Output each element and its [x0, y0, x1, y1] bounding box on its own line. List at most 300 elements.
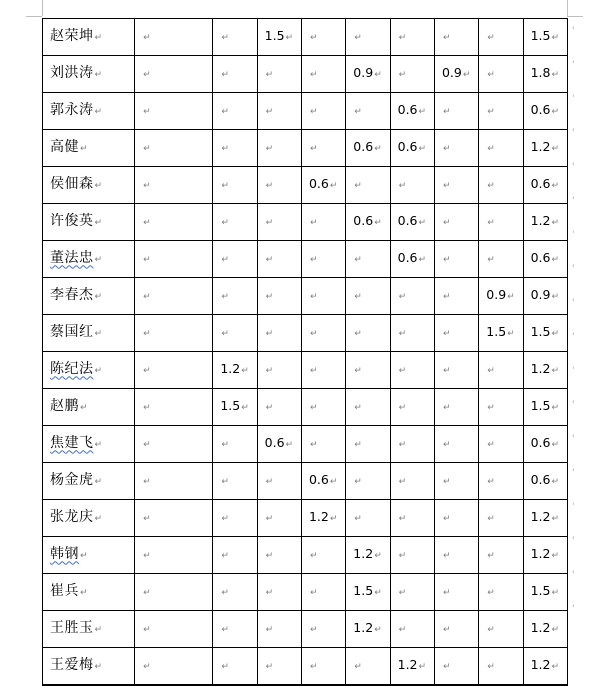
value-cell[interactable]	[301, 352, 345, 389]
value-cell[interactable]	[213, 130, 257, 167]
value-cell[interactable]	[523, 537, 567, 574]
cell-value: 0.6	[264, 435, 285, 450]
name-cell[interactable]	[43, 204, 135, 241]
paragraph-mark: ↵	[221, 32, 229, 43]
value-cell[interactable]	[346, 389, 390, 426]
paragraph-mark: ↵	[551, 551, 560, 561]
name-cell[interactable]	[43, 537, 135, 574]
value-cell[interactable]	[135, 574, 213, 611]
paragraph-mark: ↵	[398, 624, 407, 635]
value-cell[interactable]	[346, 278, 390, 315]
cell-value: 0.6	[530, 435, 551, 450]
value-cell[interactable]	[479, 93, 523, 130]
value-cell[interactable]	[479, 500, 523, 537]
value-cell[interactable]	[213, 278, 257, 315]
cell-value: 0.6	[308, 176, 329, 191]
value-cell[interactable]	[346, 204, 390, 241]
value-cell[interactable]	[301, 426, 345, 463]
value-cell[interactable]	[523, 241, 567, 278]
value-cell[interactable]	[390, 648, 434, 686]
paragraph-mark: ↵	[551, 625, 560, 635]
value-cell[interactable]	[390, 19, 434, 56]
value-cell[interactable]	[346, 56, 390, 93]
paragraph-mark: ↵	[354, 513, 362, 524]
value-cell[interactable]	[257, 19, 301, 56]
value-cell[interactable]	[257, 463, 301, 500]
value-cell[interactable]	[390, 278, 434, 315]
value-cell[interactable]	[346, 167, 390, 204]
paragraph-mark: ↵	[94, 661, 103, 672]
paragraph-mark: ↵	[221, 328, 229, 339]
person-name: 刘洪涛	[50, 64, 94, 81]
paragraph-mark: ↵	[309, 143, 318, 154]
paragraph-mark: ↵	[551, 440, 560, 450]
paragraph-mark: ↵	[221, 624, 229, 635]
paragraph-mark: ↵	[442, 587, 451, 598]
paragraph-mark: ↵	[221, 291, 229, 302]
paragraph-mark: ↵	[221, 476, 229, 487]
paragraph-mark: ↵	[551, 662, 560, 672]
paragraph-mark: ↵	[143, 254, 151, 265]
value-cell[interactable]	[213, 500, 257, 537]
value-cell[interactable]	[390, 56, 434, 93]
value-cell[interactable]	[257, 241, 301, 278]
value-cell[interactable]	[257, 204, 301, 241]
paragraph-mark: ↵	[374, 625, 382, 635]
value-cell[interactable]	[257, 500, 301, 537]
cell-value: 1.2	[530, 620, 551, 635]
end-of-row-mark: '	[572, 196, 575, 206]
value-cell[interactable]	[301, 19, 345, 56]
value-cell[interactable]	[213, 537, 257, 574]
value-cell[interactable]	[434, 93, 478, 130]
paragraph-mark: ↵	[398, 365, 407, 376]
value-cell[interactable]	[479, 167, 523, 204]
value-cell[interactable]	[135, 19, 213, 56]
paragraph-mark: ↵	[418, 255, 427, 265]
value-cell[interactable]	[301, 93, 345, 130]
table-row	[43, 648, 568, 686]
paragraph-mark: ↵	[143, 513, 151, 524]
value-cell[interactable]	[346, 426, 390, 463]
cell-value: 1.5	[220, 398, 241, 413]
name-cell[interactable]	[43, 463, 135, 500]
value-cell[interactable]	[390, 500, 434, 537]
value-cell[interactable]	[213, 463, 257, 500]
value-cell[interactable]	[346, 463, 390, 500]
paragraph-mark: ↵	[354, 106, 362, 117]
paragraph-mark: ↵	[94, 513, 103, 524]
value-cell[interactable]	[257, 389, 301, 426]
value-cell[interactable]	[301, 315, 345, 352]
paragraph-mark: ↵	[309, 624, 318, 635]
end-of-row-mark: '	[572, 366, 575, 376]
paragraph-mark: ↵	[309, 328, 318, 339]
value-cell[interactable]	[257, 130, 301, 167]
value-cell[interactable]	[257, 426, 301, 463]
cell-value: 1.2	[530, 657, 551, 672]
paragraph-mark: ↵	[80, 550, 88, 561]
paragraph-mark: ↵	[551, 144, 560, 154]
value-cell[interactable]	[346, 315, 390, 352]
cell-value: 0.6	[308, 472, 329, 487]
value-cell[interactable]	[523, 19, 567, 56]
value-cell[interactable]	[434, 389, 478, 426]
value-cell[interactable]	[213, 19, 257, 56]
value-cell[interactable]	[479, 315, 523, 352]
value-cell[interactable]	[257, 537, 301, 574]
value-cell[interactable]	[523, 500, 567, 537]
cell-value: 1.2	[530, 361, 551, 376]
paragraph-mark: ↵	[398, 291, 407, 302]
paragraph-mark: ↵	[94, 180, 103, 191]
value-cell[interactable]	[390, 241, 434, 278]
table-row	[43, 352, 568, 389]
paragraph-mark: ↵	[143, 328, 151, 339]
end-of-row-mark: '	[572, 400, 575, 410]
value-cell[interactable]	[135, 352, 213, 389]
value-cell[interactable]	[434, 19, 478, 56]
table-row	[43, 56, 568, 93]
name-cell[interactable]	[43, 167, 135, 204]
value-cell[interactable]	[479, 241, 523, 278]
cell-value: 1.2	[308, 509, 329, 524]
value-cell[interactable]	[479, 537, 523, 574]
paragraph-mark: ↵	[487, 402, 495, 413]
value-cell[interactable]	[301, 537, 345, 574]
value-cell[interactable]	[434, 278, 478, 315]
value-cell[interactable]	[213, 93, 257, 130]
paragraph-mark: ↵	[265, 106, 274, 117]
value-cell[interactable]	[135, 130, 213, 167]
paragraph-mark: ↵	[442, 476, 451, 487]
value-cell[interactable]	[434, 426, 478, 463]
paragraph-mark: ↵	[442, 513, 451, 524]
value-cell[interactable]	[523, 167, 567, 204]
table-row	[43, 204, 568, 241]
value-cell[interactable]	[434, 648, 478, 686]
value-cell[interactable]	[301, 56, 345, 93]
value-cell[interactable]	[434, 130, 478, 167]
value-cell[interactable]	[301, 574, 345, 611]
paragraph-mark: ↵	[265, 217, 274, 228]
end-of-row-mark: '	[572, 434, 575, 444]
value-cell[interactable]	[346, 537, 390, 574]
value-cell[interactable]	[479, 463, 523, 500]
value-cell[interactable]	[479, 204, 523, 241]
paragraph-mark: ↵	[551, 181, 560, 191]
value-cell[interactable]	[213, 204, 257, 241]
value-cell[interactable]	[213, 315, 257, 352]
value-cell[interactable]	[434, 56, 478, 93]
table-row	[43, 241, 568, 278]
value-cell[interactable]	[390, 315, 434, 352]
paragraph-mark: ↵	[442, 365, 451, 376]
cell-value: 1.2	[530, 213, 551, 228]
paragraph-mark: ↵	[265, 365, 274, 376]
value-cell[interactable]	[346, 93, 390, 130]
paragraph-mark: ↵	[94, 106, 103, 117]
value-cell[interactable]	[523, 204, 567, 241]
paragraph-mark: ↵	[374, 551, 382, 561]
value-cell[interactable]	[135, 167, 213, 204]
value-cell[interactable]	[390, 537, 434, 574]
paragraph-mark: ↵	[418, 107, 427, 117]
paragraph-mark: ↵	[143, 32, 151, 43]
value-cell[interactable]	[301, 204, 345, 241]
paragraph-mark: ↵	[221, 439, 229, 450]
name-cell[interactable]	[43, 278, 135, 315]
paragraph-mark: ↵	[551, 588, 560, 598]
paragraph-mark: ↵	[442, 402, 451, 413]
name-cell[interactable]	[43, 130, 135, 167]
value-cell[interactable]	[390, 574, 434, 611]
paragraph-mark: ↵	[354, 661, 362, 672]
cell-value: 0.6	[530, 102, 551, 117]
name-cell[interactable]	[43, 241, 135, 278]
value-cell[interactable]	[257, 167, 301, 204]
paragraph-mark: ↵	[354, 32, 362, 43]
paragraph-mark: ↵	[551, 255, 560, 265]
value-cell[interactable]	[390, 130, 434, 167]
value-cell[interactable]	[135, 93, 213, 130]
value-cell[interactable]	[479, 352, 523, 389]
person-name: 王爱梅	[50, 656, 94, 673]
value-cell[interactable]	[346, 130, 390, 167]
paragraph-mark: ↵	[374, 588, 382, 598]
value-cell[interactable]	[135, 648, 213, 686]
value-cell[interactable]	[479, 56, 523, 93]
value-cell[interactable]	[213, 389, 257, 426]
value-cell[interactable]	[434, 241, 478, 278]
cell-value: 1.5	[530, 28, 551, 43]
paragraph-mark: ↵	[94, 254, 103, 265]
value-cell[interactable]	[135, 315, 213, 352]
value-cell[interactable]	[301, 463, 345, 500]
table-row	[43, 19, 568, 56]
paragraph-mark: ↵	[143, 476, 151, 487]
paragraph-mark: ↵	[551, 292, 560, 302]
value-cell[interactable]	[257, 315, 301, 352]
value-cell[interactable]	[213, 648, 257, 686]
value-cell[interactable]	[523, 278, 567, 315]
paragraph-mark: ↵	[143, 402, 151, 413]
paragraph-mark: ↵	[487, 661, 495, 672]
value-cell[interactable]	[523, 426, 567, 463]
value-cell[interactable]	[346, 648, 390, 686]
value-cell[interactable]	[301, 130, 345, 167]
paragraph-mark: ↵	[398, 69, 407, 80]
cell-value: 1.5	[486, 324, 507, 339]
paragraph-mark: ↵	[442, 550, 451, 561]
value-cell[interactable]	[390, 93, 434, 130]
value-cell[interactable]	[257, 278, 301, 315]
paragraph-mark: ↵	[143, 439, 151, 450]
value-cell[interactable]	[434, 315, 478, 352]
name-cell[interactable]	[43, 500, 135, 537]
paragraph-mark: ↵	[265, 328, 274, 339]
paragraph-mark: ↵	[354, 365, 362, 376]
value-cell[interactable]	[135, 278, 213, 315]
paragraph-mark: ↵	[265, 624, 274, 635]
cell-value: 1.2	[530, 509, 551, 524]
paragraph-mark: ↵	[265, 550, 274, 561]
value-cell[interactable]	[390, 426, 434, 463]
value-cell[interactable]	[257, 574, 301, 611]
value-cell[interactable]	[301, 167, 345, 204]
value-cell[interactable]	[213, 167, 257, 204]
paragraph-mark: ↵	[94, 217, 103, 228]
paragraph-mark: ↵	[462, 70, 471, 80]
value-cell[interactable]	[523, 463, 567, 500]
name-cell[interactable]	[43, 93, 135, 130]
page-corner-mark	[567, 0, 568, 16]
value-cell[interactable]	[257, 648, 301, 686]
person-name: 郭永涛	[50, 101, 94, 118]
table-row	[43, 463, 568, 500]
paragraph-mark: ↵	[221, 180, 229, 191]
paragraph-mark: ↵	[221, 254, 229, 265]
value-cell[interactable]	[213, 352, 257, 389]
value-cell[interactable]	[390, 167, 434, 204]
value-cell[interactable]	[135, 389, 213, 426]
value-cell[interactable]	[434, 574, 478, 611]
value-cell[interactable]	[346, 241, 390, 278]
paragraph-mark: ↵	[442, 106, 451, 117]
value-cell[interactable]	[479, 389, 523, 426]
value-cell[interactable]	[523, 56, 567, 93]
value-cell[interactable]	[479, 278, 523, 315]
paragraph-mark: ↵	[418, 144, 427, 154]
paragraph-mark: ↵	[442, 180, 451, 191]
value-cell[interactable]	[213, 574, 257, 611]
value-cell[interactable]	[434, 352, 478, 389]
name-cell[interactable]	[43, 648, 135, 686]
paragraph-mark: ↵	[265, 291, 274, 302]
name-cell[interactable]	[43, 19, 135, 56]
value-cell[interactable]	[523, 352, 567, 389]
name-cell[interactable]	[43, 352, 135, 389]
value-cell[interactable]	[135, 500, 213, 537]
value-cell[interactable]	[434, 167, 478, 204]
value-cell[interactable]	[479, 426, 523, 463]
paragraph-mark: ↵	[143, 217, 151, 228]
paragraph-mark: ↵	[507, 292, 515, 302]
value-cell[interactable]	[390, 204, 434, 241]
value-cell[interactable]	[257, 352, 301, 389]
value-cell[interactable]	[257, 93, 301, 130]
value-cell[interactable]	[135, 204, 213, 241]
name-cell[interactable]	[43, 426, 135, 463]
value-cell[interactable]	[135, 241, 213, 278]
paragraph-mark: ↵	[143, 291, 151, 302]
value-cell[interactable]	[301, 278, 345, 315]
paragraph-mark: ↵	[309, 550, 318, 561]
value-cell[interactable]	[135, 537, 213, 574]
value-cell[interactable]	[390, 389, 434, 426]
paragraph-mark: ↵	[442, 217, 451, 228]
cell-value: 0.6	[353, 213, 374, 228]
paragraph-mark: ↵	[354, 439, 362, 450]
name-cell[interactable]	[43, 389, 135, 426]
value-cell[interactable]	[523, 648, 567, 686]
paragraph-mark: ↵	[221, 106, 229, 117]
value-cell[interactable]	[434, 463, 478, 500]
value-cell[interactable]	[301, 500, 345, 537]
value-cell[interactable]	[479, 574, 523, 611]
value-cell[interactable]	[390, 352, 434, 389]
value-cell[interactable]	[301, 389, 345, 426]
value-cell[interactable]	[301, 241, 345, 278]
paragraph-mark: ↵	[265, 513, 274, 524]
value-cell[interactable]	[346, 500, 390, 537]
value-cell[interactable]	[390, 463, 434, 500]
value-cell[interactable]	[523, 574, 567, 611]
cell-value: 1.5	[353, 583, 374, 598]
name-cell[interactable]	[43, 574, 135, 611]
value-cell[interactable]	[479, 19, 523, 56]
paragraph-mark: ↵	[551, 514, 560, 524]
paragraph-mark: ↵	[354, 254, 362, 265]
name-cell[interactable]	[43, 315, 135, 352]
person-name: 许俊英	[50, 212, 94, 229]
paragraph-mark: ↵	[551, 329, 560, 339]
value-cell[interactable]	[301, 648, 345, 686]
person-name: 李春杰	[50, 286, 94, 303]
value-cell[interactable]	[346, 352, 390, 389]
end-of-row-mark: '	[572, 298, 575, 308]
paragraph-mark: ↵	[487, 69, 495, 80]
end-of-row-mark: '	[572, 162, 575, 172]
paragraph-mark: ↵	[309, 106, 318, 117]
value-cell[interactable]	[479, 130, 523, 167]
value-cell[interactable]	[346, 19, 390, 56]
person-name: 崔兵	[50, 582, 79, 599]
value-cell[interactable]	[434, 537, 478, 574]
paragraph-mark: ↵	[309, 661, 318, 672]
value-cell[interactable]	[523, 389, 567, 426]
value-cell[interactable]	[135, 463, 213, 500]
paragraph-mark: ↵	[221, 217, 229, 228]
value-cell[interactable]	[346, 574, 390, 611]
table-row	[43, 278, 568, 315]
value-cell[interactable]	[523, 130, 567, 167]
paragraph-mark: ↵	[442, 624, 451, 635]
cell-value: 0.6	[530, 176, 551, 191]
paragraph-mark: ↵	[309, 69, 318, 80]
value-cell[interactable]	[434, 204, 478, 241]
value-cell[interactable]	[257, 56, 301, 93]
value-cell[interactable]	[135, 426, 213, 463]
end-of-row-mark: '	[572, 604, 575, 614]
cell-value: 1.5	[264, 28, 285, 43]
value-cell[interactable]	[135, 56, 213, 93]
paragraph-mark: ↵	[442, 32, 451, 43]
value-cell[interactable]	[213, 241, 257, 278]
value-cell[interactable]	[479, 648, 523, 686]
value-cell[interactable]	[213, 56, 257, 93]
name-cell[interactable]	[43, 56, 135, 93]
value-cell[interactable]	[213, 426, 257, 463]
value-cell[interactable]	[523, 315, 567, 352]
paragraph-mark: ↵	[221, 143, 229, 154]
value-cell[interactable]	[434, 500, 478, 537]
cell-value: 1.8	[530, 65, 551, 80]
paragraph-mark: ↵	[309, 291, 318, 302]
paragraph-mark: ↵	[418, 218, 427, 228]
value-cell[interactable]	[523, 93, 567, 130]
paragraph-mark: ↵	[143, 106, 151, 117]
